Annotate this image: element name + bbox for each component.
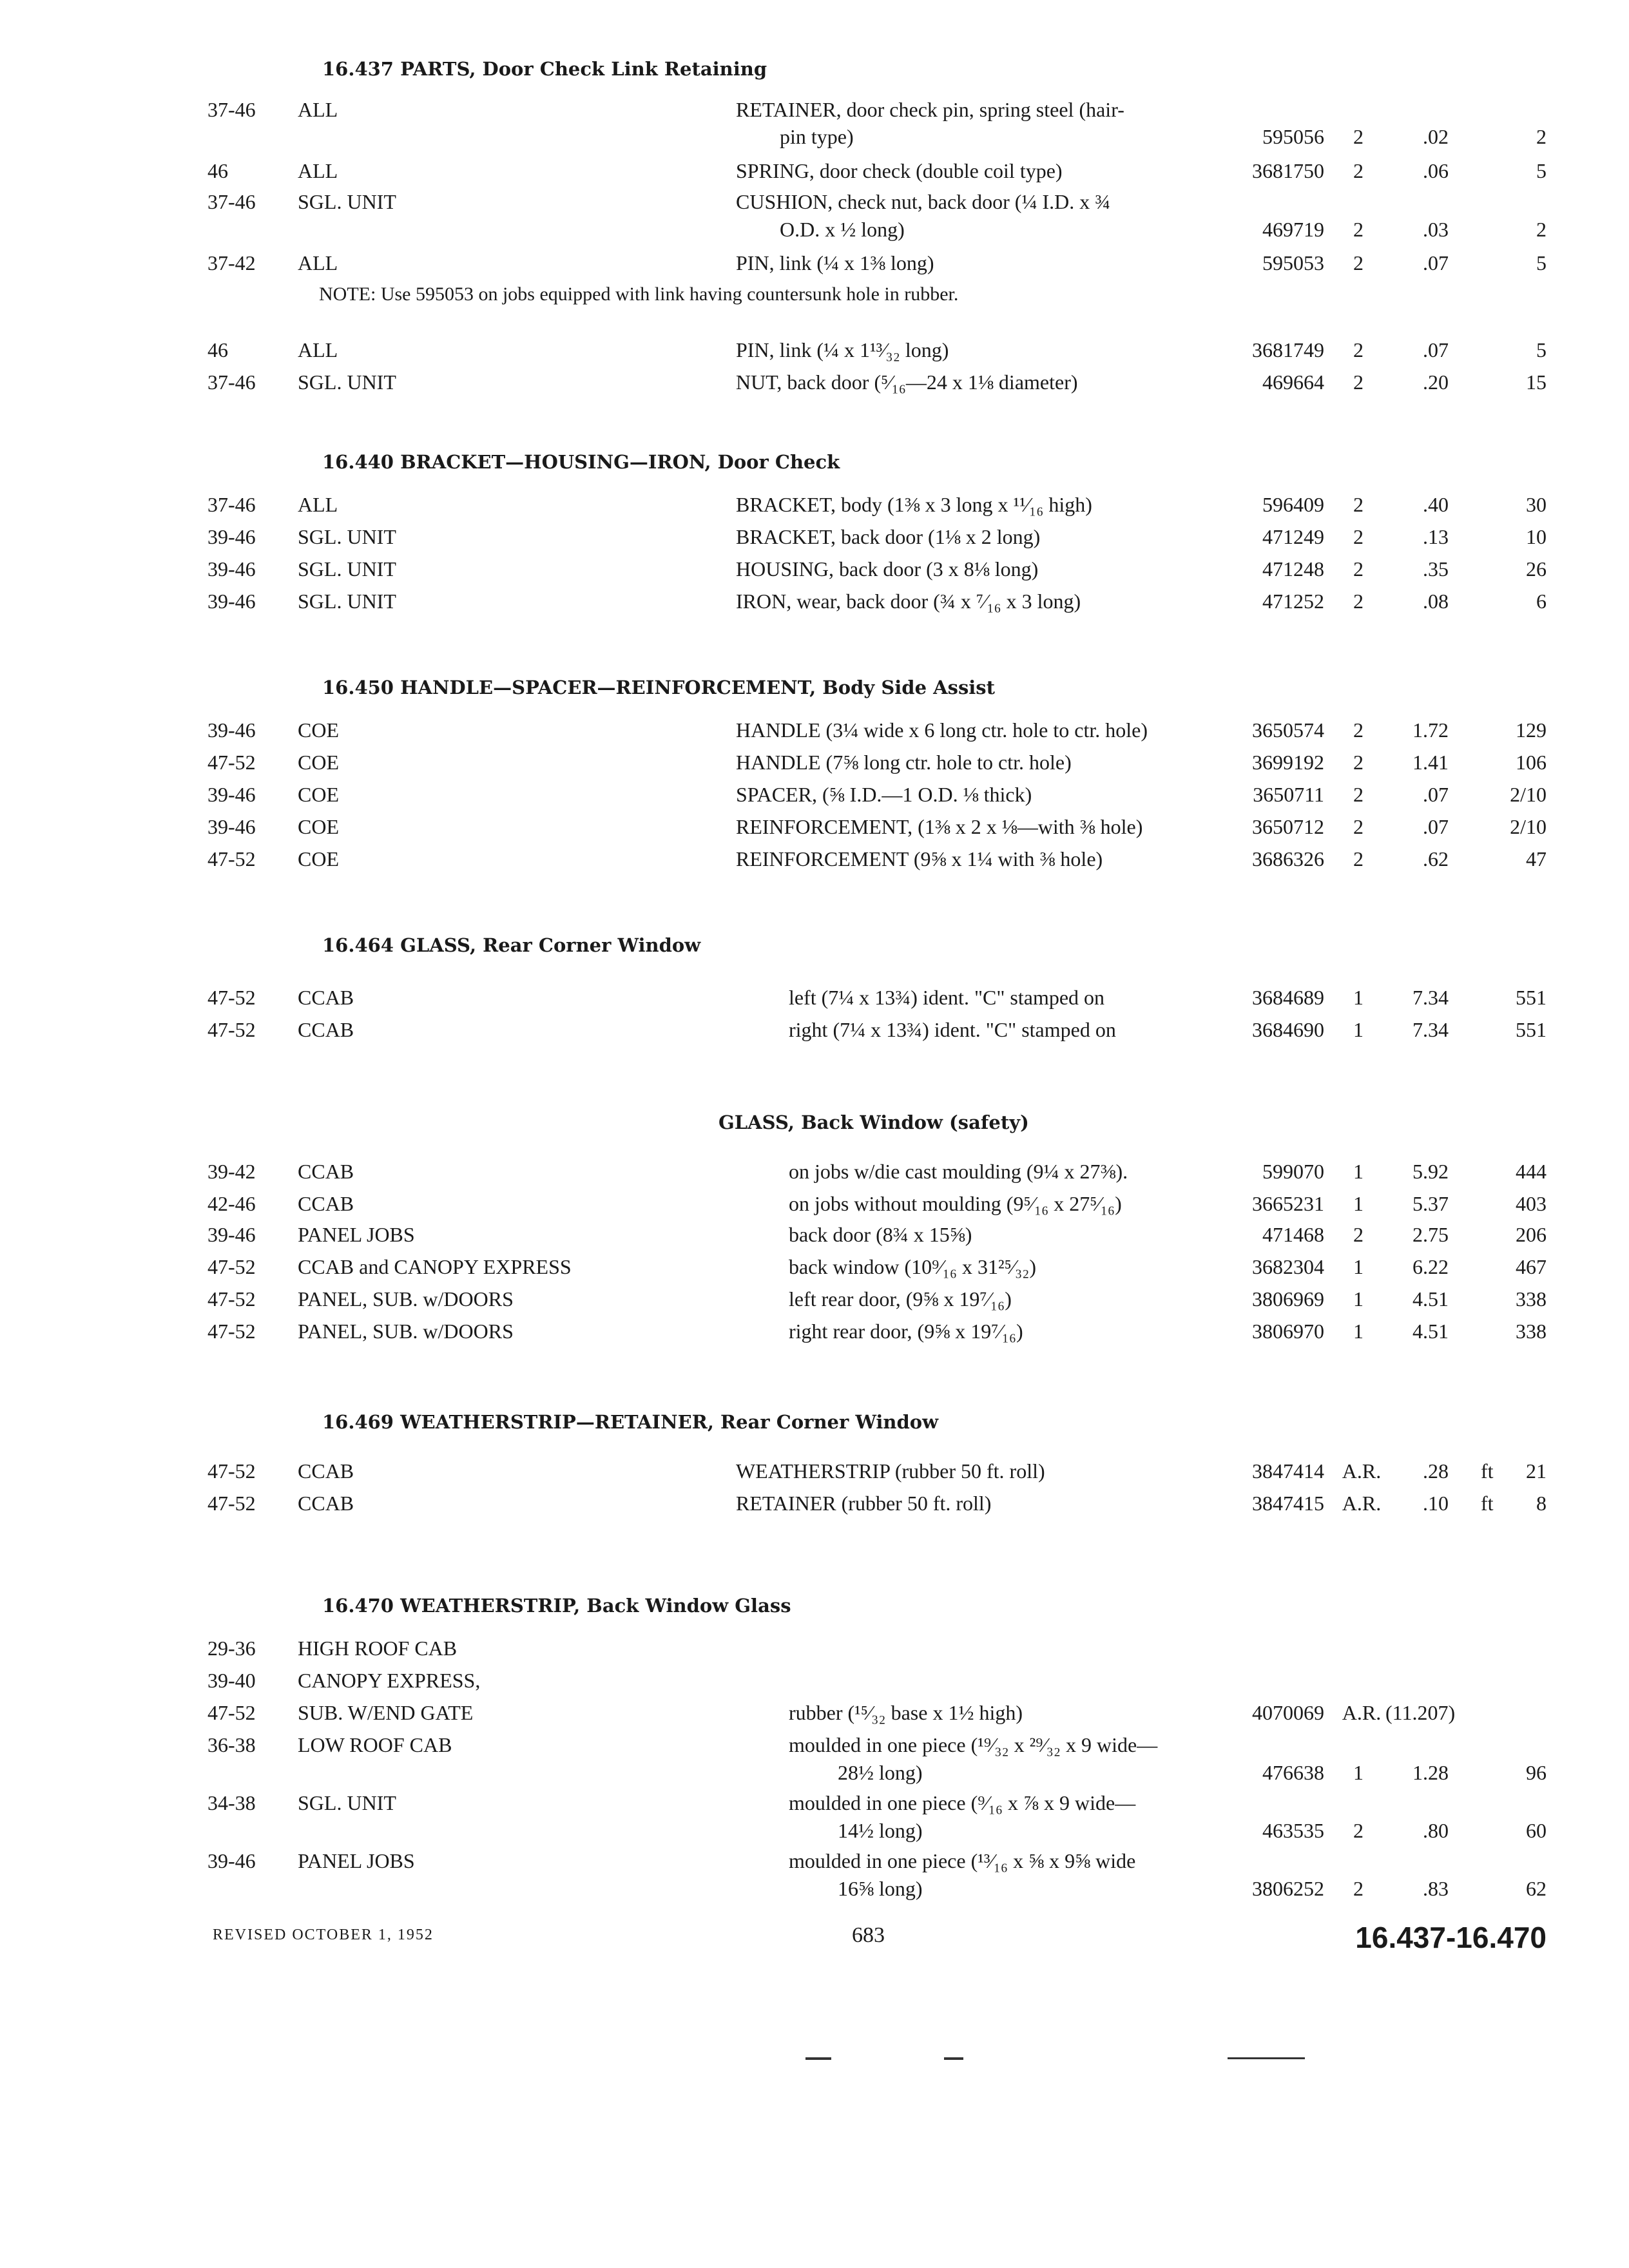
part-description: RETAINER (rubber 50 ft. roll) (736, 1492, 992, 1515)
weight: 2/10 (1510, 783, 1547, 806)
weight: 30 (1526, 493, 1547, 516)
model-name: SGL. UNIT (298, 1791, 396, 1814)
part-values (0, 125, 1629, 157)
weight: 5 (1536, 159, 1547, 182)
part-number: 3806252 (1252, 1877, 1324, 1900)
price: 6.22 (1412, 1255, 1449, 1278)
model-name: ALL (298, 251, 338, 274)
part-number: 3806970 (1252, 1320, 1324, 1343)
model-years: 47-52 (207, 1255, 256, 1278)
part-description: rubber (¹⁵⁄₃₂ base x 1½ high) (789, 1701, 1023, 1724)
price: .06 (1423, 159, 1449, 182)
price: .07 (1423, 783, 1449, 806)
model-name: PANEL JOBS (298, 1223, 415, 1246)
model-name: CCAB and CANOPY EXPRESS (298, 1255, 572, 1278)
part-values (0, 1192, 1629, 1224)
quantity: A.R. (1342, 1701, 1382, 1724)
part-description: WEATHERSTRIP (rubber 50 ft. roll) (736, 1459, 1045, 1483)
model-years: 37-46 (207, 98, 256, 121)
part-values (0, 1459, 1629, 1492)
part-values (0, 1287, 1629, 1320)
quantity: 2 (1353, 493, 1364, 516)
quantity: 2 (1353, 557, 1364, 581)
model-years: 39-46 (207, 557, 256, 581)
model-name: PANEL JOBS (298, 1849, 415, 1872)
model-name: COE (298, 783, 339, 806)
weight: 551 (1516, 986, 1547, 1009)
part-description: HANDLE (7⅝ long ctr. hole to ctr. hole) (736, 751, 1072, 774)
quantity: 1 (1353, 1255, 1364, 1278)
section-title: GLASS, Back Window (safety) (718, 1111, 1029, 1133)
weight: 21 (1526, 1459, 1547, 1483)
model-years: 47-52 (207, 1287, 256, 1311)
part-values (0, 251, 1629, 284)
part-number: 469719 (1262, 218, 1324, 241)
quantity: 2 (1353, 159, 1364, 182)
quantity: 2 (1353, 125, 1364, 148)
model-years: 37-46 (207, 370, 256, 394)
price: .28 (1423, 1459, 1449, 1483)
model-name: SGL. UNIT (298, 525, 396, 548)
part-values (0, 557, 1629, 590)
price: 4.51 (1412, 1320, 1449, 1343)
model-name: SGL. UNIT (298, 370, 396, 394)
model-years: 39-46 (207, 718, 256, 742)
quantity: 1 (1353, 1320, 1364, 1343)
part-number: 3684690 (1252, 1018, 1324, 1041)
price: .83 (1423, 1877, 1449, 1900)
part-number: 595056 (1262, 125, 1324, 148)
price: 5.92 (1412, 1160, 1449, 1183)
model-years: 37-46 (207, 190, 256, 213)
model-years: 39-42 (207, 1160, 256, 1183)
part-values (0, 1223, 1629, 1255)
price: .07 (1423, 338, 1449, 361)
quantity: 1 (1353, 986, 1364, 1009)
part-values (0, 1160, 1629, 1192)
part-values (0, 493, 1629, 525)
quantity: 2 (1353, 847, 1364, 870)
part-description: right (7¼ x 13¾) ident. "C" stamped on (789, 1018, 1116, 1041)
model-years: 47-52 (207, 847, 256, 870)
part-values (0, 1819, 1629, 1851)
price: .03 (1423, 218, 1449, 241)
model-name: SGL. UNIT (298, 190, 396, 213)
price: 5.37 (1412, 1192, 1449, 1215)
revision-date: REVISED OCTOBER 1, 1952 (213, 1927, 434, 1943)
model-name: COE (298, 847, 339, 870)
quantity: 1 (1353, 1192, 1364, 1215)
quantity: 2 (1353, 251, 1364, 274)
part-number: 3847414 (1252, 1459, 1324, 1483)
part-description: PIN, link (¼ x 1⅜ long) (736, 251, 934, 274)
part-values (0, 218, 1629, 250)
model-name: COE (298, 751, 339, 774)
price: .10 (1423, 1492, 1449, 1515)
part-description: right rear door, (9⅝ x 19⁷⁄₁₆) (789, 1320, 1023, 1343)
model-years: 39-46 (207, 1849, 256, 1872)
part-description: moulded in one piece (¹⁹⁄₃₂ x ²⁹⁄₃₂ x 9 wide— (789, 1733, 1158, 1756)
part-values (0, 783, 1629, 815)
model-name: CCAB (298, 1492, 354, 1515)
part-description: IRON, wear, back door (¾ x ⁷⁄₁₆ x 3 long) (736, 590, 1081, 613)
weight: 338 (1516, 1320, 1547, 1343)
price: .40 (1423, 493, 1449, 516)
model-years: 39-46 (207, 590, 256, 613)
part-description: RETAINER, door check pin, spring steel (hair- (736, 98, 1124, 121)
part-values (0, 1761, 1629, 1793)
part-description: back door (8¾ x 15⅝) (789, 1223, 972, 1246)
weight: 10 (1526, 525, 1547, 548)
part-values (0, 159, 1629, 191)
part-number: 3699192 (1252, 751, 1324, 774)
part-description: on jobs w/die cast moulding (9¼ x 27⅜). (789, 1160, 1128, 1183)
part-number: 469664 (1262, 370, 1324, 394)
model-name: SGL. UNIT (298, 590, 396, 613)
model-name: CCAB (298, 1018, 354, 1041)
price: .35 (1423, 557, 1449, 581)
quantity: A.R. (1342, 1459, 1382, 1483)
weight: 467 (1516, 1255, 1547, 1278)
part-number: 3686326 (1252, 847, 1324, 870)
model-years: 39-46 (207, 525, 256, 548)
part-number: 599070 (1262, 1160, 1324, 1183)
price: 1.41 (1412, 751, 1449, 774)
price: .08 (1423, 590, 1449, 613)
part-values (0, 1877, 1629, 1909)
price: .07 (1423, 815, 1449, 838)
section-title: 16.437 PARTS, Door Check Link Retaining (322, 58, 767, 80)
part-values (0, 525, 1629, 557)
part-description: 28½ long) (838, 1761, 923, 1784)
weight: 129 (1516, 718, 1547, 742)
part-description: left (7¼ x 13¾) ident. "C" stamped on (789, 986, 1105, 1009)
quantity: 2 (1353, 815, 1364, 838)
weight: 26 (1526, 557, 1547, 581)
quantity: 1 (1353, 1287, 1364, 1311)
price: .62 (1423, 847, 1449, 870)
quantity: 2 (1353, 218, 1364, 241)
weight: 338 (1516, 1287, 1547, 1311)
part-number: 471252 (1262, 590, 1324, 613)
scan-mark (1228, 2057, 1305, 2059)
part-values (0, 590, 1629, 622)
price: 2.75 (1412, 1223, 1449, 1246)
weight: 6 (1536, 590, 1547, 613)
quantity: 1 (1353, 1160, 1364, 1183)
scan-mark (944, 2057, 963, 2060)
part-number: 471249 (1262, 525, 1324, 548)
quantity: 2 (1353, 718, 1364, 742)
model-years: 46 (207, 159, 228, 182)
weight: 60 (1526, 1819, 1547, 1842)
part-description: left rear door, (9⅝ x 19⁷⁄₁₆) (789, 1287, 1012, 1311)
quantity: 1 (1353, 1018, 1364, 1041)
part-number: 596409 (1262, 493, 1324, 516)
part-description: O.D. x ½ long) (780, 218, 905, 241)
weight: 5 (1536, 251, 1547, 274)
part-description: REINFORCEMENT, (1⅜ x 2 x ⅛—with ⅜ hole) (736, 815, 1143, 838)
price: .80 (1423, 1819, 1449, 1842)
unit: ft (1481, 1459, 1494, 1483)
part-values (0, 1320, 1629, 1352)
part-number: 3665231 (1252, 1192, 1324, 1215)
scan-mark (805, 2057, 831, 2060)
part-description: SPACER, (⅝ I.D.—1 O.D. ⅛ thick) (736, 783, 1032, 806)
price: .02 (1423, 125, 1449, 148)
model-name: ALL (298, 493, 338, 516)
weight: 2 (1536, 218, 1547, 241)
price: 1.72 (1412, 718, 1449, 742)
model-years: 47-52 (207, 1701, 256, 1724)
part-number: 471468 (1262, 1223, 1324, 1246)
part-values (0, 718, 1629, 751)
model-years: 47-52 (207, 751, 256, 774)
quantity: 2 (1353, 338, 1364, 361)
part-description: HOUSING, back door (3 x 8⅛ long) (736, 557, 1039, 581)
model-years: 39-46 (207, 783, 256, 806)
part-values (0, 847, 1629, 879)
quantity: 2 (1353, 370, 1364, 394)
weight: 8 (1536, 1492, 1547, 1515)
part-number: 3806969 (1252, 1287, 1324, 1311)
model-years: 39-40 (207, 1669, 256, 1692)
quantity: 2 (1353, 525, 1364, 548)
price: 1.28 (1412, 1761, 1449, 1784)
model-name: CANOPY EXPRESS, (298, 1669, 481, 1692)
model-name: ALL (298, 338, 338, 361)
weight: 206 (1516, 1223, 1547, 1246)
weight: 96 (1526, 1761, 1547, 1784)
part-description: 14½ long) (838, 1819, 923, 1842)
part-description: BRACKET, back door (1⅛ x 2 long) (736, 525, 1041, 548)
part-number: 476638 (1262, 1761, 1324, 1784)
part-number: 3650712 (1252, 815, 1324, 838)
part-description: REINFORCEMENT (9⅝ x 1¼ with ⅜ hole) (736, 847, 1103, 870)
part-number: 595053 (1262, 251, 1324, 274)
part-values (0, 1018, 1629, 1050)
model-name: ALL (298, 159, 338, 182)
part-description: NUT, back door (⁵⁄₁₆—24 x 1⅛ diameter) (736, 370, 1078, 394)
part-values (0, 815, 1629, 847)
part-number: 3682304 (1252, 1255, 1324, 1278)
unit: ft (1481, 1492, 1494, 1515)
model-name: SGL. UNIT (298, 557, 396, 581)
model-name: CCAB (298, 1160, 354, 1183)
price: .20 (1423, 370, 1449, 394)
part-number: 3847415 (1252, 1492, 1324, 1515)
part-number: 4070069 (1252, 1701, 1324, 1724)
model-years: 47-52 (207, 1459, 256, 1483)
part-values (0, 338, 1629, 370)
part-values (0, 1669, 1629, 1701)
model-name: LOW ROOF CAB (298, 1733, 452, 1756)
model-years: 46 (207, 338, 228, 361)
model-name: CCAB (298, 1459, 354, 1483)
section-title: 16.469 WEATHERSTRIP—RETAINER, Rear Corner Window (322, 1411, 939, 1433)
part-values (0, 1492, 1629, 1524)
price: (11.207) (1385, 1701, 1456, 1724)
quantity: A.R. (1342, 1492, 1382, 1515)
model-name: SUB. W/END GATE (298, 1701, 474, 1724)
quantity: 2 (1353, 1819, 1364, 1842)
model-name: ALL (298, 98, 338, 121)
part-values (0, 370, 1629, 403)
model-name: PANEL, SUB. w/DOORS (298, 1320, 514, 1343)
model-name: HIGH ROOF CAB (298, 1637, 458, 1660)
part-values (0, 751, 1629, 783)
quantity: 2 (1353, 1223, 1364, 1246)
part-description: 16⅝ long) (838, 1877, 923, 1900)
weight: 47 (1526, 847, 1547, 870)
part-description: pin type) (780, 125, 854, 148)
section-range: 16.437-16.470 (1355, 1921, 1547, 1954)
model-years: 47-52 (207, 1492, 256, 1515)
quantity: 2 (1353, 751, 1364, 774)
part-description: moulded in one piece (¹³⁄₁₆ x ⅝ x 9⅝ wide (789, 1849, 1136, 1872)
part-description: back window (10⁹⁄₁₆ x 31²⁵⁄₃₂) (789, 1255, 1037, 1278)
model-years: 36-38 (207, 1733, 256, 1756)
quantity: 2 (1353, 783, 1364, 806)
part-values (0, 1255, 1629, 1287)
part-values (0, 986, 1629, 1018)
weight: 15 (1526, 370, 1547, 394)
model-years: 29-36 (207, 1637, 256, 1660)
model-name: PANEL, SUB. w/DOORS (298, 1287, 514, 1311)
section-note: NOTE: Use 595053 on jobs equipped with link having countersunk hole in rubber. (319, 284, 959, 305)
model-name: CCAB (298, 986, 354, 1009)
model-name: COE (298, 815, 339, 838)
section-title: 16.440 BRACKET—HOUSING—IRON, Door Check (322, 451, 840, 473)
weight: 2/10 (1510, 815, 1547, 838)
model-years: 34-38 (207, 1791, 256, 1814)
part-description: on jobs without moulding (9⁵⁄₁₆ x 27⁵⁄₁₆) (789, 1192, 1122, 1215)
model-years: 47-52 (207, 1320, 256, 1343)
quantity: 2 (1353, 590, 1364, 613)
part-number: 3681749 (1252, 338, 1324, 361)
part-values (0, 1701, 1629, 1733)
price: 7.34 (1412, 986, 1449, 1009)
model-years: 42-46 (207, 1192, 256, 1215)
section-title: 16.464 GLASS, Rear Corner Window (322, 934, 701, 956)
weight: 551 (1516, 1018, 1547, 1041)
weight: 62 (1526, 1877, 1547, 1900)
weight: 2 (1536, 125, 1547, 148)
weight: 403 (1516, 1192, 1547, 1215)
part-description: SPRING, door check (double coil type) (736, 159, 1063, 182)
model-name: COE (298, 718, 339, 742)
part-number: 471248 (1262, 557, 1324, 581)
price: .13 (1423, 525, 1449, 548)
quantity: 1 (1353, 1761, 1364, 1784)
model-name: CCAB (298, 1192, 354, 1215)
part-description: HANDLE (3¼ wide x 6 long ctr. hole to ctr. hole) (736, 718, 1148, 742)
weight: 106 (1516, 751, 1547, 774)
part-description: PIN, link (¼ x 1¹³⁄₃₂ long) (736, 338, 949, 361)
section-title: 16.450 HANDLE—SPACER—REINFORCEMENT, Body Side Assist (322, 677, 996, 698)
weight: 5 (1536, 338, 1547, 361)
part-values (0, 1637, 1629, 1669)
model-years: 37-42 (207, 251, 256, 274)
section-title: 16.470 WEATHERSTRIP, Back Window Glass (322, 1595, 791, 1617)
weight: 444 (1516, 1160, 1547, 1183)
price: 4.51 (1412, 1287, 1449, 1311)
price: .07 (1423, 251, 1449, 274)
part-number: 463535 (1262, 1819, 1324, 1842)
part-number: 3650711 (1253, 783, 1324, 806)
part-description: BRACKET, body (1⅜ x 3 long x ¹¹⁄₁₆ high) (736, 493, 1092, 516)
model-years: 39-46 (207, 815, 256, 838)
page-number: 683 (852, 1923, 885, 1947)
price: 7.34 (1412, 1018, 1449, 1041)
model-years: 47-52 (207, 1018, 256, 1041)
part-number: 3681750 (1252, 159, 1324, 182)
part-description: CUSHION, check nut, back door (¼ I.D. x ¾ (736, 190, 1111, 213)
part-number: 3650574 (1252, 718, 1324, 742)
model-years: 47-52 (207, 986, 256, 1009)
part-description: moulded in one piece (⁹⁄₁₆ x ⅞ x 9 wide— (789, 1791, 1136, 1814)
quantity: 2 (1353, 1877, 1364, 1900)
part-number: 3684689 (1252, 986, 1324, 1009)
model-years: 37-46 (207, 493, 256, 516)
model-years: 39-46 (207, 1223, 256, 1246)
